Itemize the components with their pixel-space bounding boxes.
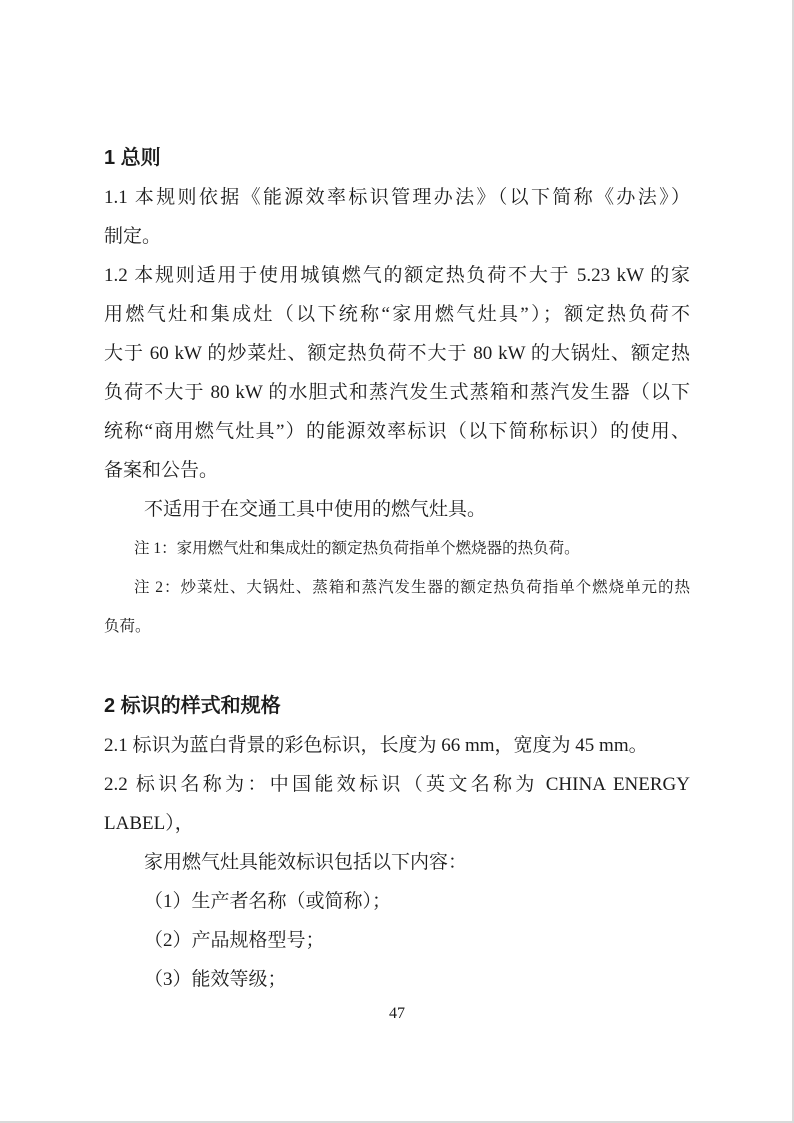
clause-1-2-line: 大于 60 kW 的炒菜灶、额定热负荷不大于 80 kW 的大锅灶、额定热 <box>104 343 690 364</box>
clause-1-1-line: 制定。 <box>104 226 162 247</box>
clause-1-2-line: 负荷不大于 80 kW 的水胆式和蒸汽发生式蒸箱和蒸汽发生器（以下 <box>104 382 690 403</box>
note-2 <box>104 568 690 646</box>
list-item: （1）生产者名称（或简称）； <box>144 891 392 912</box>
list-item: （2）产品规格型号； <box>144 930 325 951</box>
page-number: 47 <box>389 1005 405 1022</box>
exclusion-paragraph: 不适用于在交通工具中使用的燃气灶具。 <box>144 499 487 520</box>
clause-2-2 <box>104 765 690 843</box>
clause-2-2-line: 2.2 标识名称为：中国能效标识（英文名称为 CHINA ENERGY <box>104 774 690 795</box>
clause-1-1 <box>104 178 690 256</box>
label-content-intro: 家用燃气灶具能效标识包括以下内容： <box>144 852 468 873</box>
section-2-heading: 2 标识的样式和规格 <box>104 695 281 717</box>
clause-1-2-line: 1.2 本规则适用于使用城镇燃气的额定热负荷不大于 5.23 kW 的家 <box>104 265 690 286</box>
clause-1-2-line: 用燃气灶和集成灶（以下统称“家用燃气灶具”）；额定热负荷不 <box>104 304 690 325</box>
document-content <box>104 139 690 999</box>
clause-1-1-line: 1.1 本规则依据《能源效率标识管理办法》（以下简称《办法》） <box>104 187 690 208</box>
clause-2-1: 2.1 标识为蓝白背景的彩色标识，长度为 66 mm，宽度为 45 mm。 <box>104 735 648 756</box>
note-1: 注 1：家用燃气灶和集成灶的额定热负荷指单个燃烧器的热负荷。 <box>134 540 580 557</box>
list-item: （3）能效等级； <box>144 969 287 990</box>
note-2-line: 负荷。 <box>104 618 151 635</box>
section-1-heading: 1 总则 <box>104 147 161 169</box>
label-content-list <box>104 882 690 999</box>
section-divider-space <box>104 646 690 687</box>
clause-1-2-line: 备案和公告。 <box>104 460 219 481</box>
clause-1-2-line: 统称“商用燃气灶具”）的能源效率标识（以下简称标识）的使用、 <box>104 421 690 442</box>
clause-2-2-line: LABEL）， <box>104 813 194 834</box>
clause-1-2 <box>104 256 690 490</box>
note-2-line: 注 2：炒菜灶、大锅灶、蒸箱和蒸汽发生器的额定热负荷指单个燃烧单元的热 <box>134 579 690 596</box>
